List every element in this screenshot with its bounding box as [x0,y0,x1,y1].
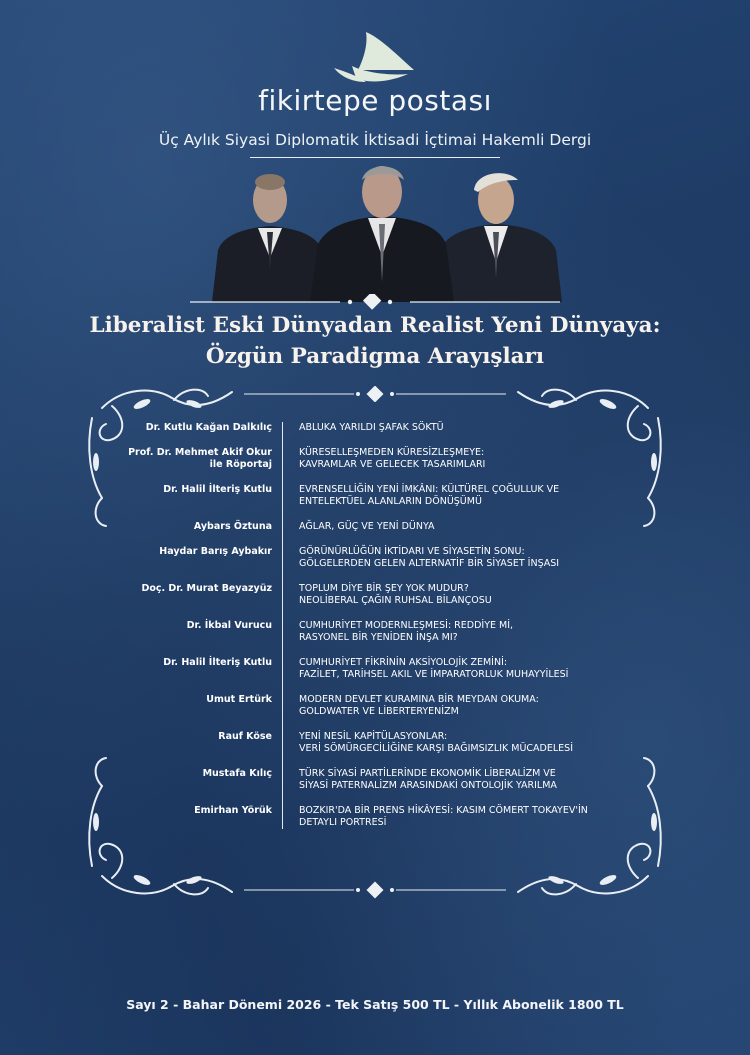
headline-line-2: Özgün Paradigma Arayışları [205,344,545,369]
toc-author-line: Doç. Dr. Murat Beyazyüz [141,583,272,594]
toc-author [100,657,282,669]
headline-line-1: Liberalist Eski Dünyadan Realist Yeni Dünyaya: [89,313,661,338]
toc-title-line: CUMHURİYET FİKRİNİN AKSİYOLOJİK ZEMİNİ: [299,657,508,668]
toc-author-line: Umut Ertürk [206,694,272,705]
person-left [212,174,326,302]
toc-entry [100,731,620,755]
toc-entry [100,521,620,533]
toc-author-line: Haydar Barış Aybakır [159,546,272,557]
toc-author-line: Rauf Köse [218,731,272,742]
toc-title-line: AĞLAR, GÜÇ VE YENİ DÜNYA [299,521,435,532]
toc-entry [100,422,620,434]
toc-article-title [283,694,603,718]
toc-author [100,546,282,558]
toc-spacer [100,681,620,694]
toc-title-line: BOZKIR'DA BİR PRENS HİKÂYESİ: KASIM CÖMERT TOKAYEV'İN [299,805,588,816]
toc-author [100,731,282,743]
magazine-subtitle: Üç Aylık Siyasi Diplomatik İktisadi İçtimai Hakemli Dergi [158,131,592,149]
toc-spacer [100,755,620,768]
toc-title-line: GOLDWATER VE LİBERTERYENİZM [299,706,459,717]
toc-entry [100,657,620,681]
toc-title-line: MODERN DEVLET KURAMINA BİR MEYDAN OKUMA: [299,694,539,705]
toc-article-title [283,583,603,607]
toc-title-line: SİYASİ PATERNALİZM ARASINDAKİ ONTOLOJİK YARILMA [299,780,557,791]
toc-title-line: ABLUKA YARILDI ŞAFAK SÖKTÜ [299,422,444,433]
toc-author [100,768,282,780]
toc-entry [100,546,620,570]
headline [0,310,750,372]
toc-title-line: GÖRÜNÜRLÜĞÜN İKTİDARI VE SİYASETİN SONU: [299,546,525,557]
toc-spacer [100,434,620,447]
toc-article-title [283,768,603,792]
toc-title-line: TOPLUM DİYE BİR ŞEY YOK MUDUR? [299,583,469,594]
toc-title-line: NEOLİBERAL ÇAĞIN RUHSAL BİLANÇOSU [299,595,492,606]
toc-author-line: Dr. Halil İlteriş Kutlu [163,484,272,495]
sail-logo-icon [328,26,420,86]
toc-entry [100,805,620,829]
toc-author-line: ile Röportaj [209,459,272,470]
toc-article-title [283,657,603,681]
toc-author-line: Dr. Kutlu Kağan Dalkılıç [145,422,272,433]
toc-title-line: CUMHURİYET MODERNLEŞMESİ: REDDİYE Mİ, [299,620,514,631]
toc-entry [100,694,620,718]
toc-title-line: KÜRESELLEŞMEDEN KÜRESİZLEŞMEYE: [299,447,485,458]
toc-spacer [100,533,620,546]
toc-author-line: Dr. İkbal Vurucu [186,620,272,631]
table-of-contents [100,422,620,829]
toc-article-title [283,805,603,829]
toc-article-title [283,447,603,471]
toc-spacer [100,792,620,805]
toc-author-line: Aybars Öztuna [193,521,272,532]
toc-title-line: ENTELEKTÜEL ALANLARIN DÖNÜŞÜMÜ [299,496,482,507]
toc-entry [100,768,620,792]
toc-article-title [283,546,603,570]
toc-author-line: Dr. Halil İlteriş Kutlu [163,657,272,668]
issue-info-footer: Sayı 2 - Bahar Dönemi 2026 - Tek Satış 500 TL - Yıllık Abonelik 1800 TL [126,997,624,1012]
toc-author-line: Mustafa Kılıç [202,768,272,779]
toc-entry [100,620,620,644]
toc-spacer [100,607,620,620]
toc-article-title [283,731,603,755]
toc-author-line: Prof. Dr. Mehmet Akif Okur [128,447,272,458]
toc-author [100,805,282,817]
toc-author-line: Emirhan Yörük [194,805,272,816]
toc-article-title [283,484,603,508]
toc-spacer [100,471,620,484]
toc-title-line: DETAYLI PORTRESİ [299,817,387,828]
toc-article-title [283,620,603,644]
toc-author [100,484,282,496]
toc-spacer [100,644,620,657]
person-center [310,166,454,302]
toc-author [100,447,282,471]
toc-title-line: YENİ NESİL KAPİTÜLASYONLAR: [299,731,448,742]
toc-author [100,422,282,434]
toc-entry [100,484,620,508]
cover-photo [206,158,566,302]
toc-title-line: KAVRAMLAR VE GELECEK TASARIMLARI [299,459,486,470]
toc-author [100,694,282,706]
toc-title-line: VERİ SÖMÜRGECİLİĞİNE KARŞI BAĞIMSIZLIK MÜCADELESİ [299,743,574,754]
toc-entry [100,447,620,471]
toc-spacer [100,508,620,521]
ornament-rule [190,294,560,310]
toc-title-line: RASYONEL BİR YENİDEN İNŞA MI? [299,632,458,643]
toc-title-line: FAZİLET, TARİHSEL AKIL VE İMPARATORLUK MUHAYYİLESİ [299,669,569,680]
toc-entry [100,583,620,607]
toc-title-line: TÜRK SİYASİ PARTİLERİNDE EKONOMİK LİBERALİZM VE [299,768,556,779]
toc-spacer [100,570,620,583]
person-right [434,173,562,302]
toc-title-line: EVRENSELLİĞİN YENİ İMKÂNI: KÜLTÜREL ÇOĞULLUK VE [299,484,560,495]
toc-article-title [283,521,603,533]
toc-spacer [100,718,620,731]
toc-author [100,521,282,533]
magazine-name: fikirtepe postası [258,84,492,117]
toc-author [100,620,282,632]
toc-author [100,583,282,595]
toc-title-line: GÖLGELERDEN GELEN ALTERNATİF BİR SİYASET İNŞASI [299,558,560,569]
toc-article-title [283,422,603,434]
